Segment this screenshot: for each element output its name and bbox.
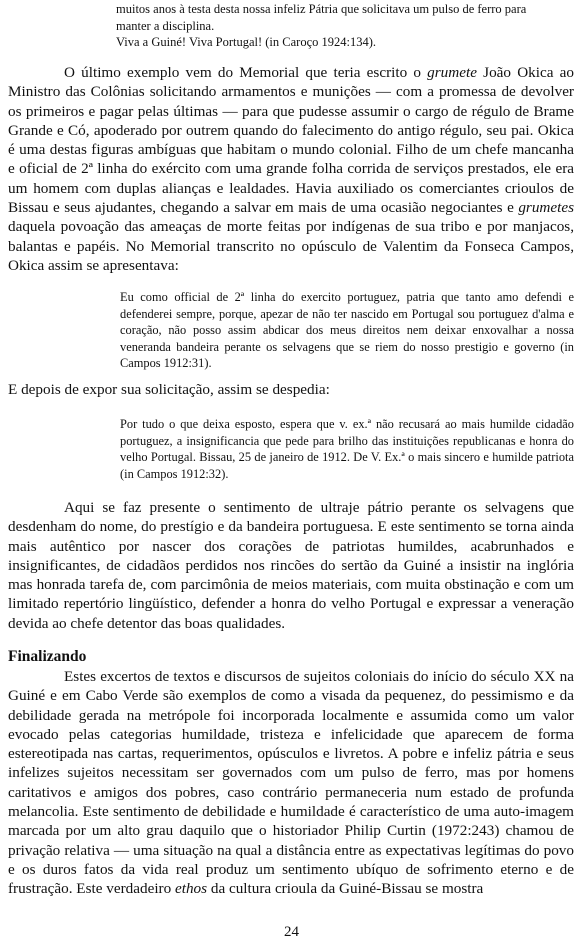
block-quote-despedida: Por tudo o que deixa esposto, espera que v. ex.ª não recusará ao mais humilde cidadão portuguez, a insignificancia que pede para brilho das instituições republicanas e honra do velho Portugal. Bissau, 25 de janeiro de 1912. De V. Ex.ª o mais sincero e humilde patriota (in Campos 1912:32).	[120, 417, 574, 481]
top-block-quote	[116, 1, 571, 51]
italic-term: ethos	[174, 880, 208, 898]
italic-term: grumete	[427, 64, 477, 81]
italic-term: grumetes	[518, 199, 574, 217]
top-quote-line-2: manter a disciplina.	[116, 18, 215, 33]
paragraph-despedida: E depois de expor sua solicitação, assim se despedia:	[8, 381, 330, 398]
paragraph-finalizando: Estes excertos de textos e discursos de sujeitos coloniais do início do século XX na Guiné e em Cabo Verde são exemplos de como a visada da pequenez, do pessimismo e da debilidade gerada na metrópole foi incorporada localmente e assumida como um valor evocado pelas categorias humildade, tristeza e infelicidade que aparecem de forma estereotipada nas cartas, requerimentos, opúsculos e livretos. A pobre e infeliz pátria e seus infelizes sujeitos necessitam ser governados com um pulso de ferro, mas por homens caritativos e amigos dos pobres, caso contrário permaneceria num estado de profunda melancolia. Este sentimento de debilidade e humildade é característico de uma auto-imagem marcada por um alto grau daquilo que o historiador Philip Curtin (1972:243) chamou de privação relativa — uma situação na qual a distância entre as expectativas legítimas do povo e os duros fatos da vida real produz um sentimento ubíquo de sofrimento eterno e de frustração. Este verdadeiro ethos da cultura crioula da Guiné-Bissau se mostra	[8, 668, 574, 898]
top-quote-line-3: Viva a Guiné! Viva Portugal! (in Caroço 1924:134).	[116, 35, 377, 50]
paragraph-ultraje-patrio: Aqui se faz presente o sentimento de ultraje pátrio perante os selvagens que desdenham do nome, do prestígio e da bandeira portuguesa. E este sentimento se torna ainda mais autêntico por nascer dos corações de patriotas humildes, acabrunhados e insignificantes, de cidadãos perdidos nos rincões do sertão da Guiné a insistir na inglória mas honrada tarefa de, com parcimônia de meios materiais, com muita obstinação e com um limitado repertório lingüístico, defender a honra do velho Portugal e expressar a veneração devida ao chefe detentor das boas qualidades.	[8, 499, 574, 632]
block-quote-memorial: Eu como official de 2ª linha do exercito portuguez, patria que tanto amo defendi e defenderei sempre, porque, apezar de não ter nascido em Portugal sou portuguez d'alma e coração, não posso assim abdicar dos meus direitos nem deixar enxovalhar a nossa veneranda bandeira perante os selvagens que se riem do nosso prestigio e governo (in Campos 1912:31).	[120, 290, 574, 371]
paragraph-okica-memorial: O último exemplo vem do Memorial que teria escrito o grumete João Okica ao Ministro das Colônias solicitando armamentos e munições — com a promessa de devolver os primeiros e pagar pelas últimas — para que pudesse assumir o cargo de régulo de Brame Grande e Có, apoderado por outrem quando do falecimento do antigo régulo, seu pai. Okica é uma destas figuras ambíguas que habitam o mundo colonial. Filho de um chefe mancanha e oficial de 2ª linha do exército com uma grande folha corrida de serviços prestados, ele era um homem com duplas alianças e lealdades. Havia auxiliado os comerciantes crioulos de Bissau e seus ajudantes, chegando a salvar em mais de uma ocasião negociantes e grumetes daquela povoação das ameaças de morte feitas por indígenas de sua tribo e por manjacos, balantas e papéis. No Memorial transcrito no opúsculo de Valentim da Fonseca Campos, Okica assim se apresentava:	[8, 64, 574, 274]
section-heading: Finalizando	[8, 648, 87, 665]
top-quote-line-1: muitos anos à testa desta nossa infeliz Pátria que solicitava um pulso de ferro para	[116, 2, 527, 16]
page-number: 24	[284, 924, 299, 940]
